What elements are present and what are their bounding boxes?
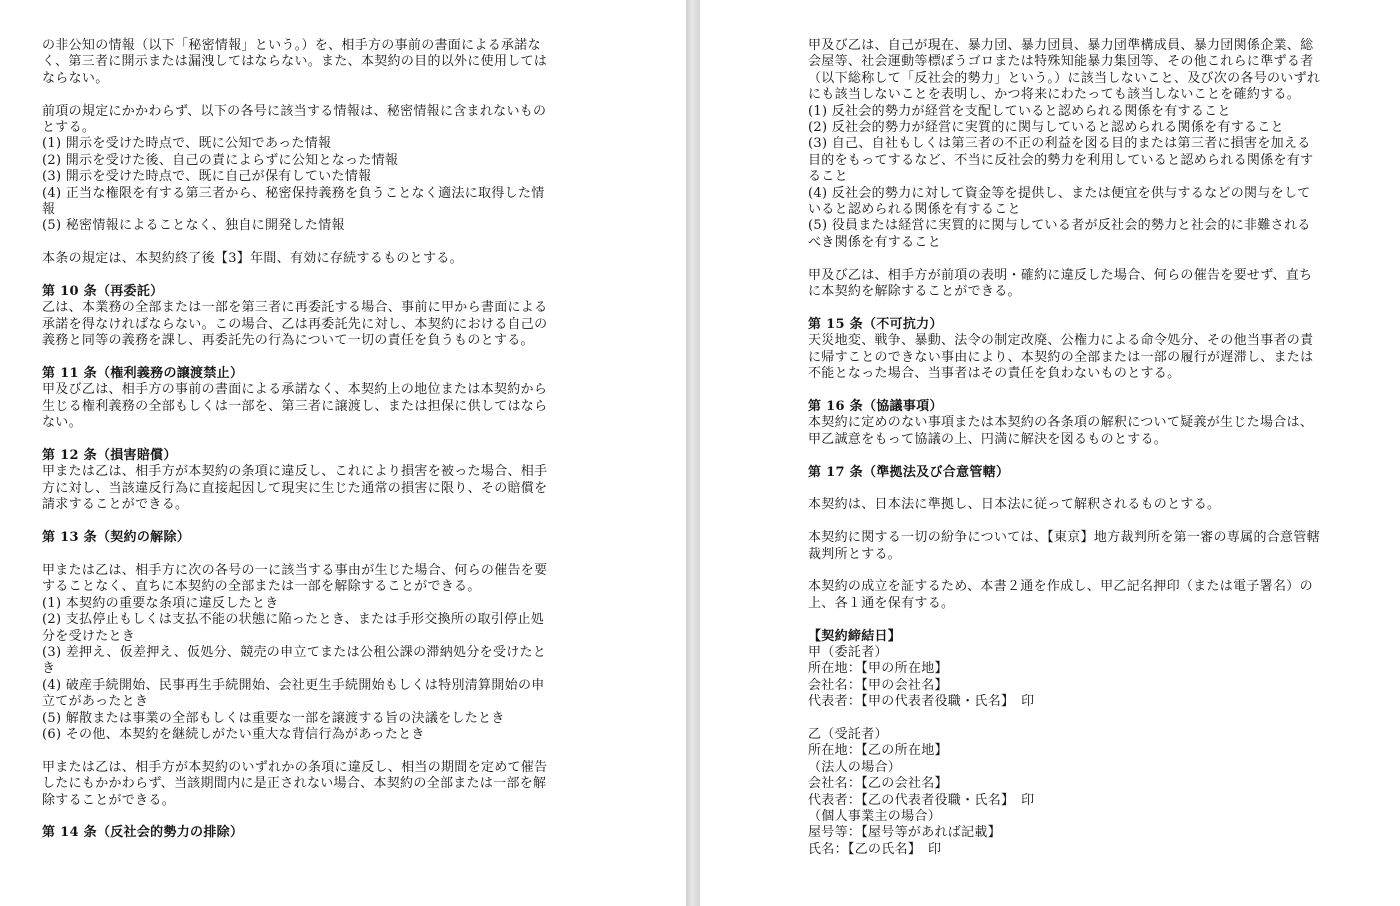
confidentiality-paragraph: の非公知の情報（以下「秘密情報」という。）を、相手方の事前の書面による承諾な く、第三者に開示または漏洩してはならない。また、本契約の目的以外に使用しては ならない。 [42, 38, 548, 86]
article-10-heading: 第 10 条（再委託） [42, 284, 164, 300]
party-a-label: 甲（委託者） [808, 644, 888, 660]
article-15-heading: 第 15 条（不可抗力） [808, 316, 943, 332]
article-11-body: 甲及び乙は、相手方の事前の書面による承諾なく、本契約上の地位または本契約から 生じる権利義務の全部もしくは一部を、第三者に譲渡し、または担保に供してはなら ない。 [42, 382, 548, 431]
closing-paragraph: 本契約の成立を証するため、本書２通を作成し、甲乙記名押印（または電子署名）の 上、各１通を保有する。 [808, 579, 1313, 611]
party-a-address: 所在地：【甲の所在地】 [808, 661, 948, 677]
party-b-name: 氏名：【乙の氏名】 印 [808, 841, 942, 857]
antisocial-item: (5) 役員または経営に実質的に関与している者が反社会的勢力と社会的に非難される べき関係を有すること [808, 218, 1311, 250]
article-12-heading: 第 12 条（損害賠償） [42, 448, 177, 464]
article-16-heading: 第 16 条（協議事項） [808, 398, 943, 414]
contract-date-heading: 【契約締結日】 [808, 628, 902, 644]
article-14-body-2: 甲及び乙は、相手方が前項の表明・確約に違反した場合、何らの催告を要せず、直ち に本契約を解除することができる。 [808, 267, 1313, 300]
termination-item: (3) 差押え、仮差押え、仮処分、競売の申立てまたは公租公課の滞納処分を受けたと き [42, 644, 547, 677]
article-16-body: 本契約に定めのない事項または本契約の各条項の解釈について疑義が生じた場合は、 甲乙誠意をもって協議の上、円満に解決を図るものとする。 [808, 415, 1314, 447]
article-17-body-1: 本契約は、日本法に準拠し、日本法に従って解釈されるものとする。 [808, 497, 1221, 513]
document-page-left [0, 0, 686, 906]
termination-item: (5) 解散または事業の全部もしくは重要な一部を譲渡する旨の決議をしたとき [42, 710, 505, 726]
antisocial-item: (3) 自己、自社もしくは第三者の不正の利益を図る目的または第三者に損害を加える 目的をもってするなど、不当に反社会的勢力を利用していると認められる関係を有す ること [808, 136, 1314, 185]
termination-item: (2) 支払停止もしくは支払不能の状態に陥ったとき、または手形交換所の取引停止処 分を受けたとき [42, 612, 545, 644]
article-14-heading: 第 14 条（反社会的勢力の排除） [42, 825, 244, 841]
antisocial-item: (1) 反社会的勢力が経営を支配していると認められる関係を有すること [808, 103, 1231, 119]
exception-item: (2) 開示を受けた後、自己の責によらずに公知となった情報 [42, 152, 399, 168]
article-13-body-2: 甲または乙は、相手方が本契約のいずれかの条項に違反し、相当の期間を定めて催告 したにもかかわらず、当該期間内に是正されない場合、本契約の全部または一部を解 除することができる。 [42, 759, 548, 808]
termination-item: (6) その他、本契約を継続しがたい重大な背信行為があったとき [42, 726, 425, 742]
page-text-column [808, 38, 1338, 858]
exception-item: (4) 正当な権限を有する第三者から、秘密保持義務を負うことなく適法に取得した情 報 [42, 185, 545, 218]
confidentiality-exceptions-intro: 前項の規定にかかわらず、以下の各号に該当する情報は、秘密情報に含まれないもの とする。 [42, 103, 547, 136]
party-b-company: 会社名：【乙の会社名】 [808, 776, 948, 792]
party-b-corporate-note: （法人の場合） [808, 759, 902, 775]
article-10-body: 乙は、本業務の全部または一部を第三者に再委託する場合、事前に甲から書面による 承諾を得なければならない。この場合、乙は再委託先に対し、本契約における自己の 義務と同等の義務を課し、再委託先の行為について一切の責任を負うものとする。 [42, 300, 548, 349]
article-12-body: 甲または乙は、相手方が本契約の条項に違反し、これにより損害を被った場合、相手 方に対し、当該違反行為に直接起因して現実に生じた通常の損害に限り、その賠償を 請求することができる。 [42, 464, 548, 513]
antisocial-item: (2) 反社会的勢力が経営に実質的に関与していると認められる関係を有すること [808, 120, 1284, 136]
antisocial-item: (4) 反社会的勢力に対して資金等を提供し、または便宜を供与するなどの関与をして いると認められる関係を有すること [808, 185, 1311, 218]
document-page-right [700, 0, 1400, 906]
party-b-label: 乙（受託者） [808, 726, 888, 742]
party-b-address: 所在地：【乙の所在地】 [808, 743, 948, 759]
page-text-column [42, 38, 572, 842]
exception-item: (5) 秘密情報によることなく、独自に開発した情報 [42, 218, 345, 234]
article-17-body-2: 本契約に関する一切の紛争については、【東京】地方裁判所を第一審の専属的合意管轄 裁判所とする。 [808, 530, 1320, 562]
party-a-company: 会社名：【甲の会社名】 [808, 677, 948, 693]
article-13-intro: 甲または乙は、相手方に次の各号の一に該当する事由が生じた場合、何らの催告を要 することなく、直ちに本契約の全部または一部を解除することができる。 [42, 562, 548, 595]
termination-item: (4) 破産手続開始、民事再生手続開始、会社更生手続開始もしくは特別清算開始の申 立てがあったとき [42, 677, 545, 710]
party-b-sole-proprietor-note: （個人事業主の場合） [808, 808, 942, 824]
exception-item: (1) 開示を受けた時点で、既に公知であった情報 [42, 136, 332, 152]
page-gutter [686, 0, 700, 906]
article-13-heading: 第 13 条（契約の解除） [42, 530, 191, 546]
survival-clause: 本条の規定は、本契約終了後【3】年間、有効に存続するものとする。 [42, 251, 463, 267]
exception-item: (3) 開示を受けた時点で、既に自己が保有していた情報 [42, 169, 372, 185]
article-14-body: 甲及び乙は、自己が現在、暴力団、暴力団員、暴力団準構成員、暴力団関係企業、総 会屋等、社会運動等標ぼうゴロまたは特殊知能暴力集団等、その他これらに準ずる者 （以下総称して「反社会的勢力」という。）に該当しないこと、及び次の各号のいずれ にも該当しないことを表明し、かつ将来にわたっても該当しないことを確約する。 [808, 38, 1321, 103]
party-a-representative: 代表者：【甲の代表者役職・氏名】 印 [808, 694, 1035, 710]
article-11-heading: 第 11 条（権利義務の譲渡禁止） [42, 366, 244, 382]
article-17-heading: 第 17 条（準拠法及び合意管轄） [808, 464, 1010, 480]
termination-item: (1) 本契約の重要な条項に違反したとき [42, 595, 279, 611]
article-15-body: 天災地変、戦争、暴動、法令の制定改廃、公権力による命令処分、その他当事者の責 に帰すことのできない事由により、本契約の全部または一部の履行が遅滞し、または 不能となった場合、当事者はその責任を負わないものとする。 [808, 333, 1314, 382]
party-b-representative: 代表者：【乙の代表者役職・氏名】 印 [808, 792, 1035, 808]
party-b-trade-name: 屋号等：【屋号等があれば記載】 [808, 825, 1002, 841]
